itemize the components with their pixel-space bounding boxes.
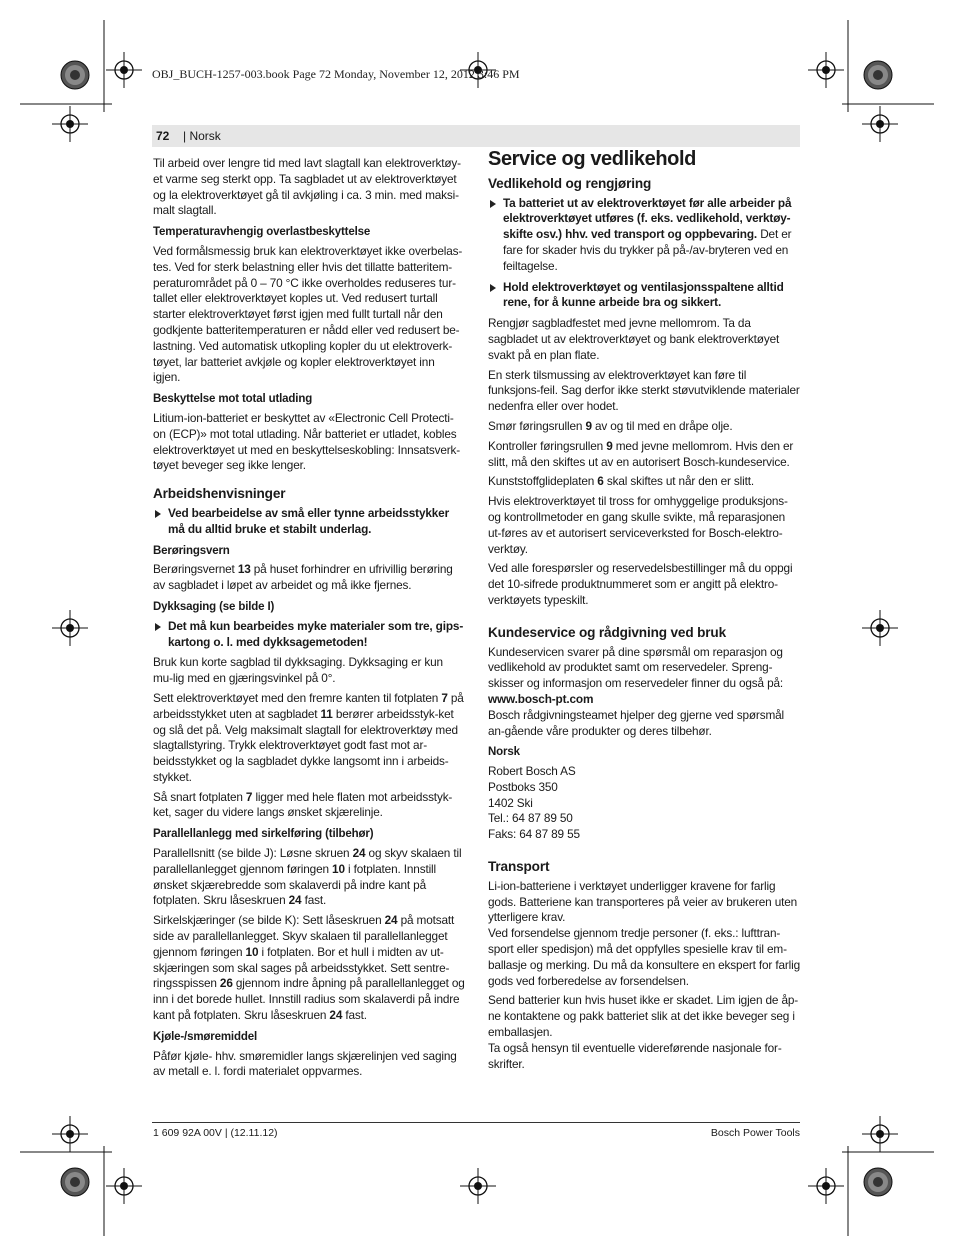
section-heading: Transport bbox=[488, 859, 550, 875]
section-heading: Vedlikehold og rengjøring bbox=[488, 175, 652, 191]
section-heading: Berøringsvern bbox=[153, 544, 230, 557]
section-heading: Arbeidshenvisninger bbox=[153, 486, 286, 502]
crosshair-icon bbox=[862, 610, 898, 646]
paragraph: Kontroller føringsrullen 9 med jevne mellomrom. Hvis den er slitt, må den skiftes ut av en autorisert Bosch-kundeservice. bbox=[488, 438, 794, 469]
intro-paragraph: Til arbeid over lengre tid med lavt slagtall kan elektroverktøy-et varme seg sterkt opp. Ta sagbladet ut av elektroverktøyet og la elektroverktøyet gå til avkjøling i ca. 3 min. med maksi-malt slagtall. bbox=[153, 156, 461, 218]
crosshair-icon bbox=[808, 1168, 844, 1204]
fax-line: Faks: 64 87 89 55 bbox=[488, 827, 580, 842]
paragraph: Ved alle forespørsler og reservedelsbestillinger må du oppgi det 10-sifrede produktnummeret som er angitt på elektro-verktøyets typeskilt. bbox=[488, 561, 793, 607]
paragraph: Hvis elektroverktøyet til tross for omhyggelige produksjons-og kontrollmetoder en gang skulle svikte, må reparasjonen ut-føres av et autorisert serviceverksted for Bosch-elektro-verktøy. bbox=[488, 494, 788, 556]
crosshair-icon bbox=[106, 1168, 142, 1204]
paragraph: Ved formålsmessig bruk kan elektroverktøyet ikke overbelas-tes. Ved for sterk belastning eller hvis det tillatte batteritem-peraturområdet på 0 – 70 °C ikke overholdes reduseres tur-tallet eller elektroverktøyet koples ut. Ved redusert turtall starter elektroverktøyet først igjen med fullt turtall når den godkjente batteritemperaturen er nådd eller ved redusert be-lastning. Ved automatisk utkopling kopler du ut elektroverk-tøyet, lar batteriet avkjøle og kopler elektroverktøyet inn igjen. bbox=[153, 243, 463, 385]
warning-bullet: Det må kun bearbeides myke materialer som tre, gips-kartong o. l. med dykksagemetoden! bbox=[153, 619, 465, 651]
crosshair-icon bbox=[52, 106, 88, 142]
left-column bbox=[153, 156, 465, 1084]
paragraph: Ta også hensyn til eventuelle videreførende nasjonale for-skrifter. bbox=[488, 1040, 782, 1071]
paragraph: Li-ion-batteriene i verktøyet underligger kravene for farlig gods. Batteriene kan transporteres på veier av brukeren uten ytterligere krav. bbox=[488, 878, 798, 925]
crosshair-icon bbox=[52, 1116, 88, 1152]
paragraph: Berøringsvernet 13 på huset forhindrer en ufrivillig berøring av sagbladet i løpet av arbeidet og må ikke fjernes. bbox=[153, 562, 453, 593]
right-column bbox=[488, 148, 800, 1076]
paragraph: Sett elektroverktøyet med den fremre kanten til fotplaten 7 på arbeidsstykket uten at sagbladet 11 berører arbeidsstyk-ket og slå det på. Velg maksimalt slagtall for elektroverktøy med slagtallstyring. Trykk elektroverktøyet godt fast mot ar-beidsstykket og la sagbladet dykke langsomt inn i arbeids-stykket. bbox=[153, 690, 464, 784]
paragraph: Så snart fotplaten 7 ligger med hele flaten mot arbeidsstyk-ket, sager du videre langs ønsket skjærelinje. bbox=[153, 789, 453, 820]
file-header: OBJ_BUCH-1257-003.book Page 72 Monday, November 12, 2012 3:46 PM bbox=[152, 67, 520, 81]
section-heading: Beskyttelse mot total utlading bbox=[153, 393, 313, 406]
address-line: 1402 Ski bbox=[488, 795, 533, 810]
registration-target-icon bbox=[61, 1168, 89, 1196]
crosshair-icon bbox=[106, 52, 142, 88]
paragraph: Bosch rådgivningsteamet hjelper deg gjerne ved spørsmål an-gående våre produkter og deres tilbehør. bbox=[488, 707, 785, 738]
warning-bullet: Hold elektroverktøyet og ventilasjonsspaltene alltid rene, for å kunne arbeide bra og sikkert. bbox=[488, 280, 800, 312]
page-number: 72 bbox=[156, 129, 170, 143]
crosshair-icon bbox=[862, 106, 898, 142]
paragraph: Litium-ion-batteriet er beskyttet av «Electronic Cell Protecti-on (ECP)» mot total utlading. Når batteriet er utladet, kobles elektroverktøyet ut med en beskyttelseskobling: Innsatsverk-tøyet beveger seg ikke lenger. bbox=[153, 410, 461, 473]
paragraph: Ved forsendelse gjennom tredje personer (f. eks.: lufttran-sport eller spedisjon) må det oppfylles spesielle krav til em-ballasje og merking. Du må da konsultere en ekspert for farlig gods ved forberedelse av forsendelsen. bbox=[488, 926, 800, 988]
footer-doc-number: 1 609 92A 00V | (12.11.12) bbox=[153, 1127, 278, 1139]
address-block bbox=[488, 764, 800, 843]
page-title: Service og vedlikehold bbox=[488, 148, 696, 170]
address-line: Robert Bosch AS bbox=[488, 764, 576, 779]
paragraph: Kundeservicen svarer på dine spørsmål om reparasjon og vedlikehold av produktet samt om reservedeler. Spreng-skisser og informasjon om reservedeler finner du også på: bbox=[488, 644, 784, 691]
paragraph: Send batterier kun hvis huset ikke er skadet. Lim igjen de åp-ne kontaktene og pakk batteriet slik at det ikke beveger seg i emballasjen. bbox=[488, 993, 799, 1040]
footer-rule bbox=[152, 1122, 800, 1123]
crosshair-icon bbox=[808, 52, 844, 88]
section-heading: Parallellanlegg med sirkelføring (tilbehør) bbox=[153, 828, 374, 841]
paragraph: Rengjør sagbladfestet med jevne mellomrom. Ta da sagbladet ut av elektroverktøyet og bank elektroverktøyet svakt på en plan flate. bbox=[488, 316, 780, 362]
phone-line: Tel.: 64 87 89 50 bbox=[488, 811, 573, 826]
crosshair-icon bbox=[862, 1116, 898, 1152]
warning-bullet: Ta batteriet ut av elektroverktøyet før alle arbeider på elektroverktøyet utføres (f. eks. vedlikehold, verktøy-skifte osv.) hhv. ved transport og oppbevaring. Det er fare for skader hvis du trykker på på-/av-bryteren ved en feiltagelse. bbox=[488, 196, 800, 275]
paragraph: En sterk tilsmussing av elektroverktøyet kan føre til funksjons-feil. Sag derfor ikke sterkt støvutviklende materialer nedenfra eller over hodet. bbox=[488, 367, 800, 414]
section-heading: Kundeservice og rådgivning ved bruk bbox=[488, 624, 726, 640]
warning-bullet: Ved bearbeidelse av små eller tynne arbeidsstykker må du alltid bruke et stabilt underlag. bbox=[153, 506, 465, 538]
registration-target-icon bbox=[61, 61, 89, 89]
page-header bbox=[152, 125, 800, 147]
paragraph: Kunststoffglideplaten 6 skal skiftes ut når den er slitt. bbox=[488, 474, 755, 489]
page-language: | Norsk bbox=[183, 129, 221, 143]
paragraph: Smør føringsrullen 9 av og til med en dråpe olje. bbox=[488, 418, 733, 433]
section-heading: Temperaturavhengig overlastbeskyttelse bbox=[153, 226, 371, 239]
website-link[interactable]: www.bosch-pt.com bbox=[488, 691, 594, 706]
crosshair-icon bbox=[52, 610, 88, 646]
section-heading: Kjøle-/smøremiddel bbox=[153, 1030, 258, 1043]
registration-target-icon bbox=[864, 1168, 892, 1196]
paragraph: Bruk kun korte sagblad til dykksaging. Dykksaging er kun mu-lig med en gjæringsvinkel på 0°. bbox=[153, 655, 443, 686]
section-heading: Dykksaging (se bilde I) bbox=[153, 600, 275, 613]
country-heading: Norsk bbox=[488, 746, 520, 759]
paragraph: Sirkelskjæringer (se bilde K): Sett låseskruen 24 på motsatt side av parallellanlegget. Skyv skalaen til parallellanlegget gjennom føringen 10 i fotplaten. Bor et hull i midten av ut-skjæringen som skal sages på arbeidsstykket. Sett sentre-ringsspissen 26 gjennom indre åpning på parallellanlegget og inn i det borede hullet. Innstill radius som skalaverdi på indre kant på fotplaten. Skru låseskruen 24 fast. bbox=[153, 913, 465, 1023]
paragraph: Parallellsnitt (se bilde J): Løsne skruen 24 og skyv skalaen til parallellanlegget gjennom føringen 10 i fotplaten. Innstill ønsket skjærebredde som skalaverdi på indre kant på fotplaten. Skru låseskruen 24 fast. bbox=[153, 846, 462, 908]
paragraph: Påfør kjøle- hhv. smøremidler langs skjærelinjen ved saging av metall e. l. fordi materialet oppvarmes. bbox=[153, 1048, 457, 1079]
address-line: Postboks 350 bbox=[488, 779, 558, 794]
footer-brand: Bosch Power Tools bbox=[710, 1127, 800, 1139]
registration-target-icon bbox=[864, 61, 892, 89]
crosshair-icon bbox=[460, 1168, 496, 1204]
